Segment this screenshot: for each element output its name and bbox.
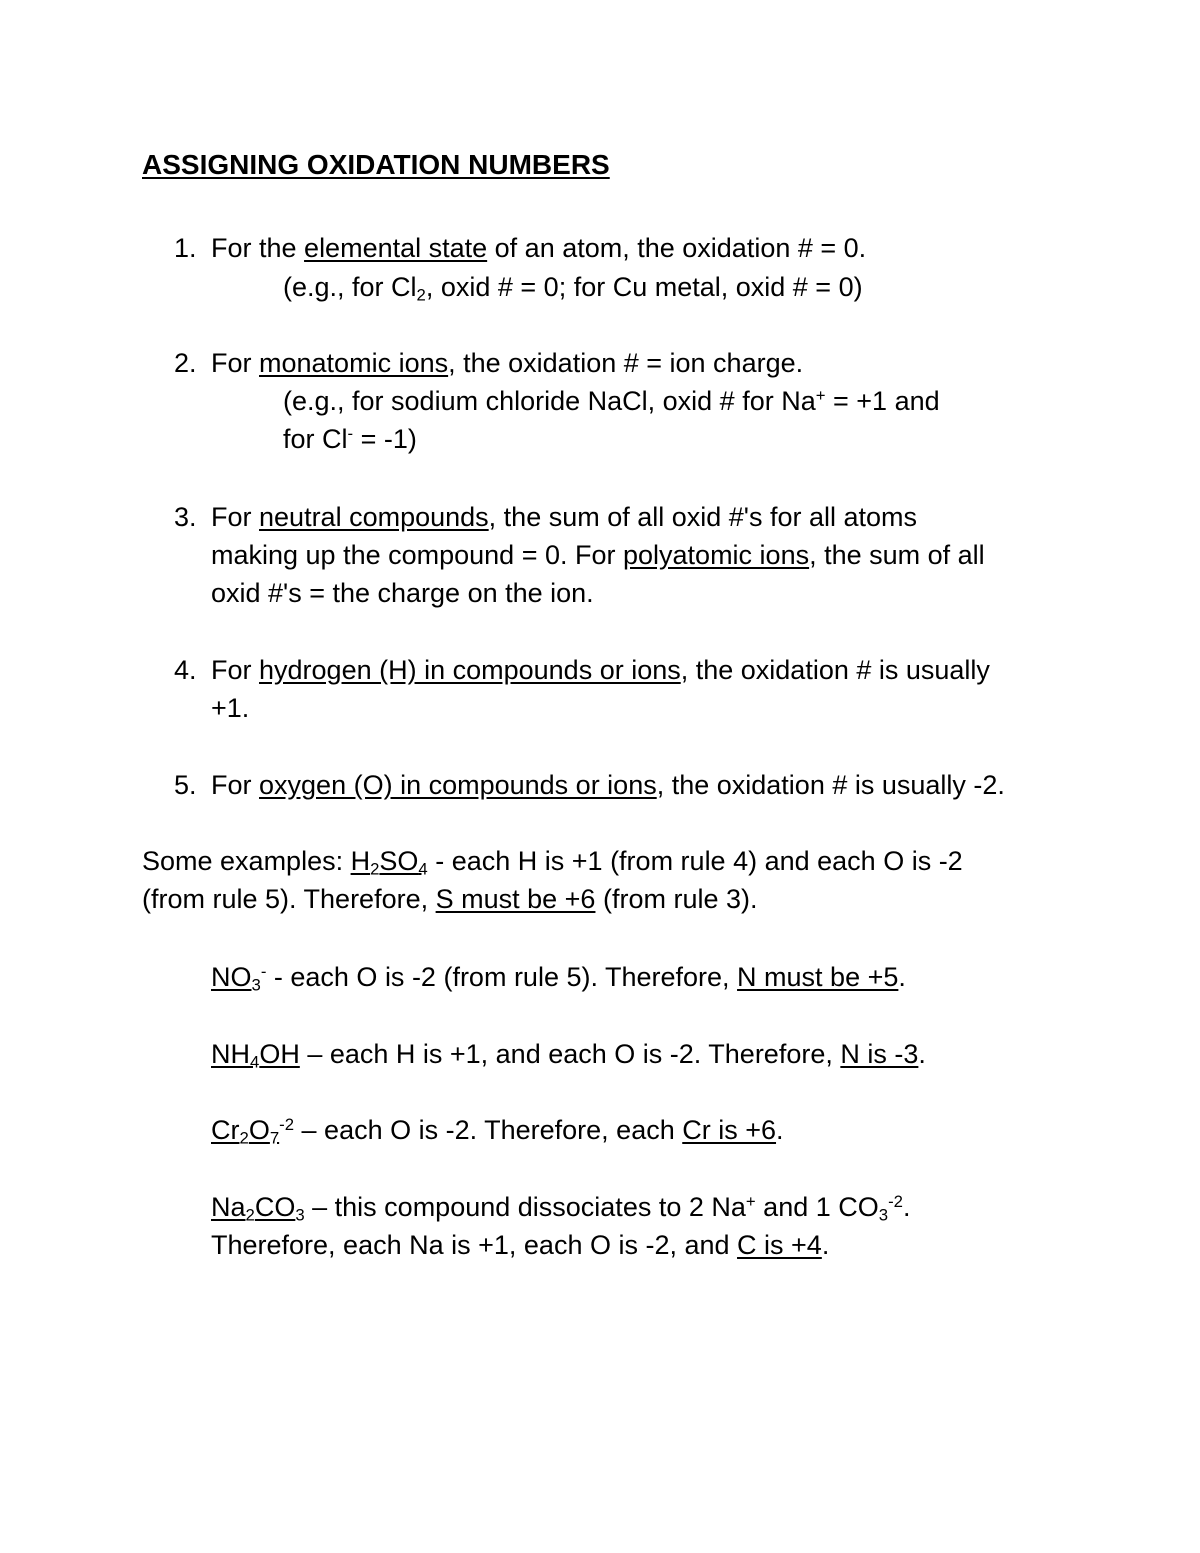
rule-4-line-2: +1.	[211, 693, 250, 723]
rule-3-line-3: oxid #'s = the charge on the ion.	[211, 578, 594, 608]
page-title: ASSIGNING OXIDATION NUMBERS	[142, 149, 610, 180]
example-no3: $NO_3^-$ - each O is -2 (from rule 5). Therefore, N must be +5.	[211, 961, 906, 995]
formula-na2co3: $Na_2CO_3$	[211, 1192, 305, 1225]
rule-4: 4. For hydrogen (H) in compounds or ions, the oxidation # is usually	[174, 655, 990, 685]
rule-number: 3.	[174, 502, 197, 532]
underlined-term: elemental state	[304, 233, 488, 263]
underlined-term: monatomic ions	[259, 348, 449, 378]
rule-3: 3. For neutral compounds, the sum of all oxid #'s for all atoms	[174, 502, 918, 532]
rule-1-example: (e.g., for $Cl_2$, oxid # = 0; for Cu metal, oxid # = 0)	[283, 272, 863, 305]
underlined-term: N must be +5	[737, 962, 899, 992]
underlined-term: N is -3	[840, 1039, 919, 1069]
rule-1: 1. For the elemental state of an atom, the oxidation # = 0.	[174, 233, 867, 263]
rule-3-line-2: making up the compound = 0. For polyatomic ions, the sum of all	[211, 540, 985, 570]
formula-h2so4: $H_2SO_4$	[350, 846, 428, 879]
rule-2-example-line-2: for Cl- = -1)	[283, 423, 417, 454]
underlined-term: Cr is +6	[682, 1115, 777, 1145]
formula-nh4oh: $NH_4OH$	[211, 1039, 300, 1072]
formula-no3: $NO_3$	[211, 962, 261, 995]
underlined-term: oxygen (O) in compounds or ions	[259, 770, 657, 800]
rule-2-example-line-1: (e.g., for sodium chloride NaCl, oxid # for Na+ = +1 and	[283, 385, 940, 416]
underlined-term: neutral compounds	[259, 502, 489, 532]
rule-number: 5.	[174, 770, 197, 800]
examples-intro-line-2: (from rule 5). Therefore, S must be +6 (from rule 3).	[142, 884, 758, 914]
underlined-term: S must be +6	[435, 884, 596, 914]
underlined-term: C is +4	[737, 1230, 822, 1260]
rule-number: 2.	[174, 348, 197, 378]
examples-intro: Some examples: $H_2SO_4$ - each H is +1 (from rule 4) and each O is -2	[142, 846, 963, 879]
underlined-term: polyatomic ions	[623, 540, 810, 570]
example-na2co3-line-2: Therefore, each Na is +1, each O is -2, and C is +4.	[211, 1230, 830, 1260]
underlined-term: hydrogen (H) in compounds or ions	[259, 655, 681, 685]
example-nh4oh: $NH_4OH$ – each H is +1, and each O is -2. Therefore, N is -3.	[211, 1039, 926, 1072]
formula-cr2o7: $Cr_2O_7$	[211, 1115, 280, 1148]
rule-number: 4.	[174, 655, 197, 685]
rule-number: 1.	[174, 233, 197, 263]
rule-2: 2. For monatomic ions, the oxidation # = ion charge.	[174, 348, 804, 378]
example-na2co3: $Na_2CO_3$ – this compound dissociates to 2 Na+ and 1 $CO_3^{-2}$.	[211, 1191, 911, 1225]
rule-5: 5. For oxygen (O) in compounds or ions, the oxidation # is usually -2.	[174, 770, 1005, 800]
example-cr2o7: $Cr_2O_7^{-2}$ – each O is -2. Therefore, each Cr is +6.	[211, 1114, 784, 1148]
